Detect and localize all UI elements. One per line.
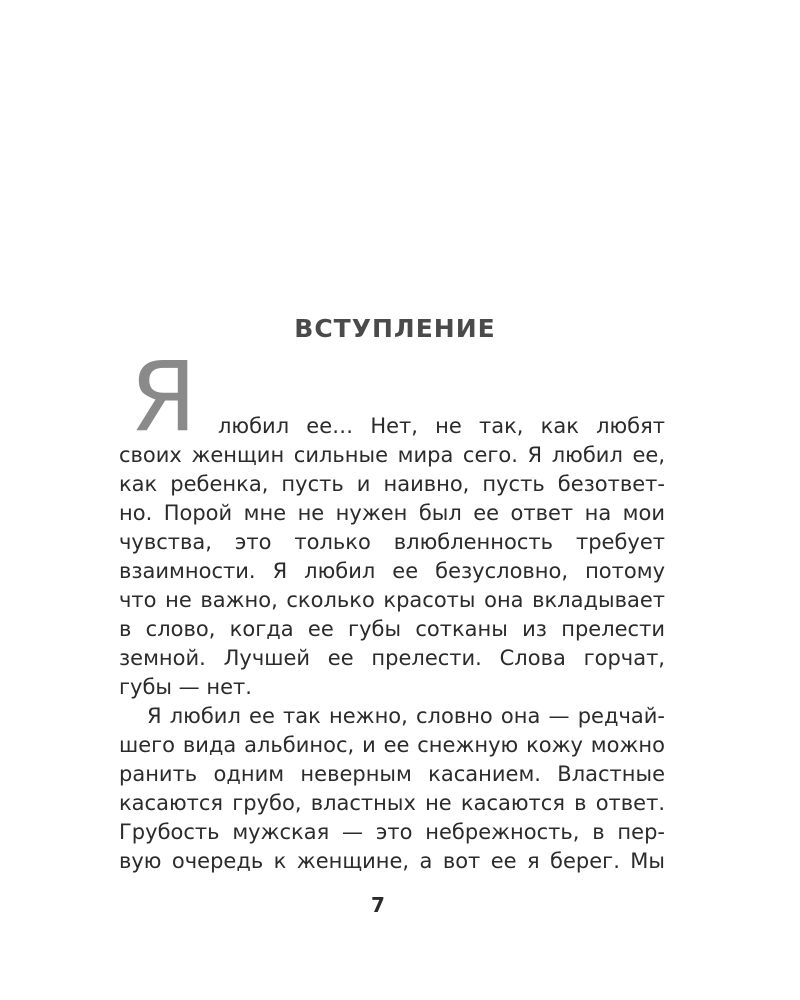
text-line: земной. Лучшей ее прелести. Слова горчат,	[119, 646, 665, 670]
drop-cap: Я	[130, 341, 197, 453]
text-line: что не важно, сколько красоты она вкладывает	[119, 588, 665, 612]
text-line: но. Порой мне не нужен был ее ответ на мои	[119, 501, 665, 525]
text-line: чувства, это только влюбленность требует	[119, 530, 665, 554]
text-line: Я любил ее так нежно, словно она — редчай-	[147, 704, 665, 728]
text-line: вую очередь к женщине, а вот ее я берег. Мы	[119, 849, 665, 873]
text-line: взаимности. Я любил ее безусловно, потому	[119, 559, 665, 583]
text-line: касаются грубо, властных не касаются в ответ.	[119, 791, 665, 815]
text-line: своих женщин сильные мира сего. Я любил ее,	[119, 443, 665, 467]
text-line: в слово, когда ее губы сотканы из прелести	[119, 617, 665, 641]
page-number: 7	[371, 893, 385, 917]
text-line: Грубость мужская — это небрежность, в пер-	[119, 820, 665, 844]
chapter-heading: ВСТУПЛЕНИЕ	[294, 314, 496, 343]
text-line: губы — нет.	[119, 675, 252, 699]
text-line: шего вида альбинос, и ее снежную кожу можно	[119, 733, 665, 757]
text-line: как ребенка, пусть и наивно, пусть безответ-	[119, 472, 665, 496]
text-line: любил ее… Нет, не так, как любят	[218, 414, 665, 438]
text-line: ранить одним неверным касанием. Властные	[119, 762, 665, 786]
